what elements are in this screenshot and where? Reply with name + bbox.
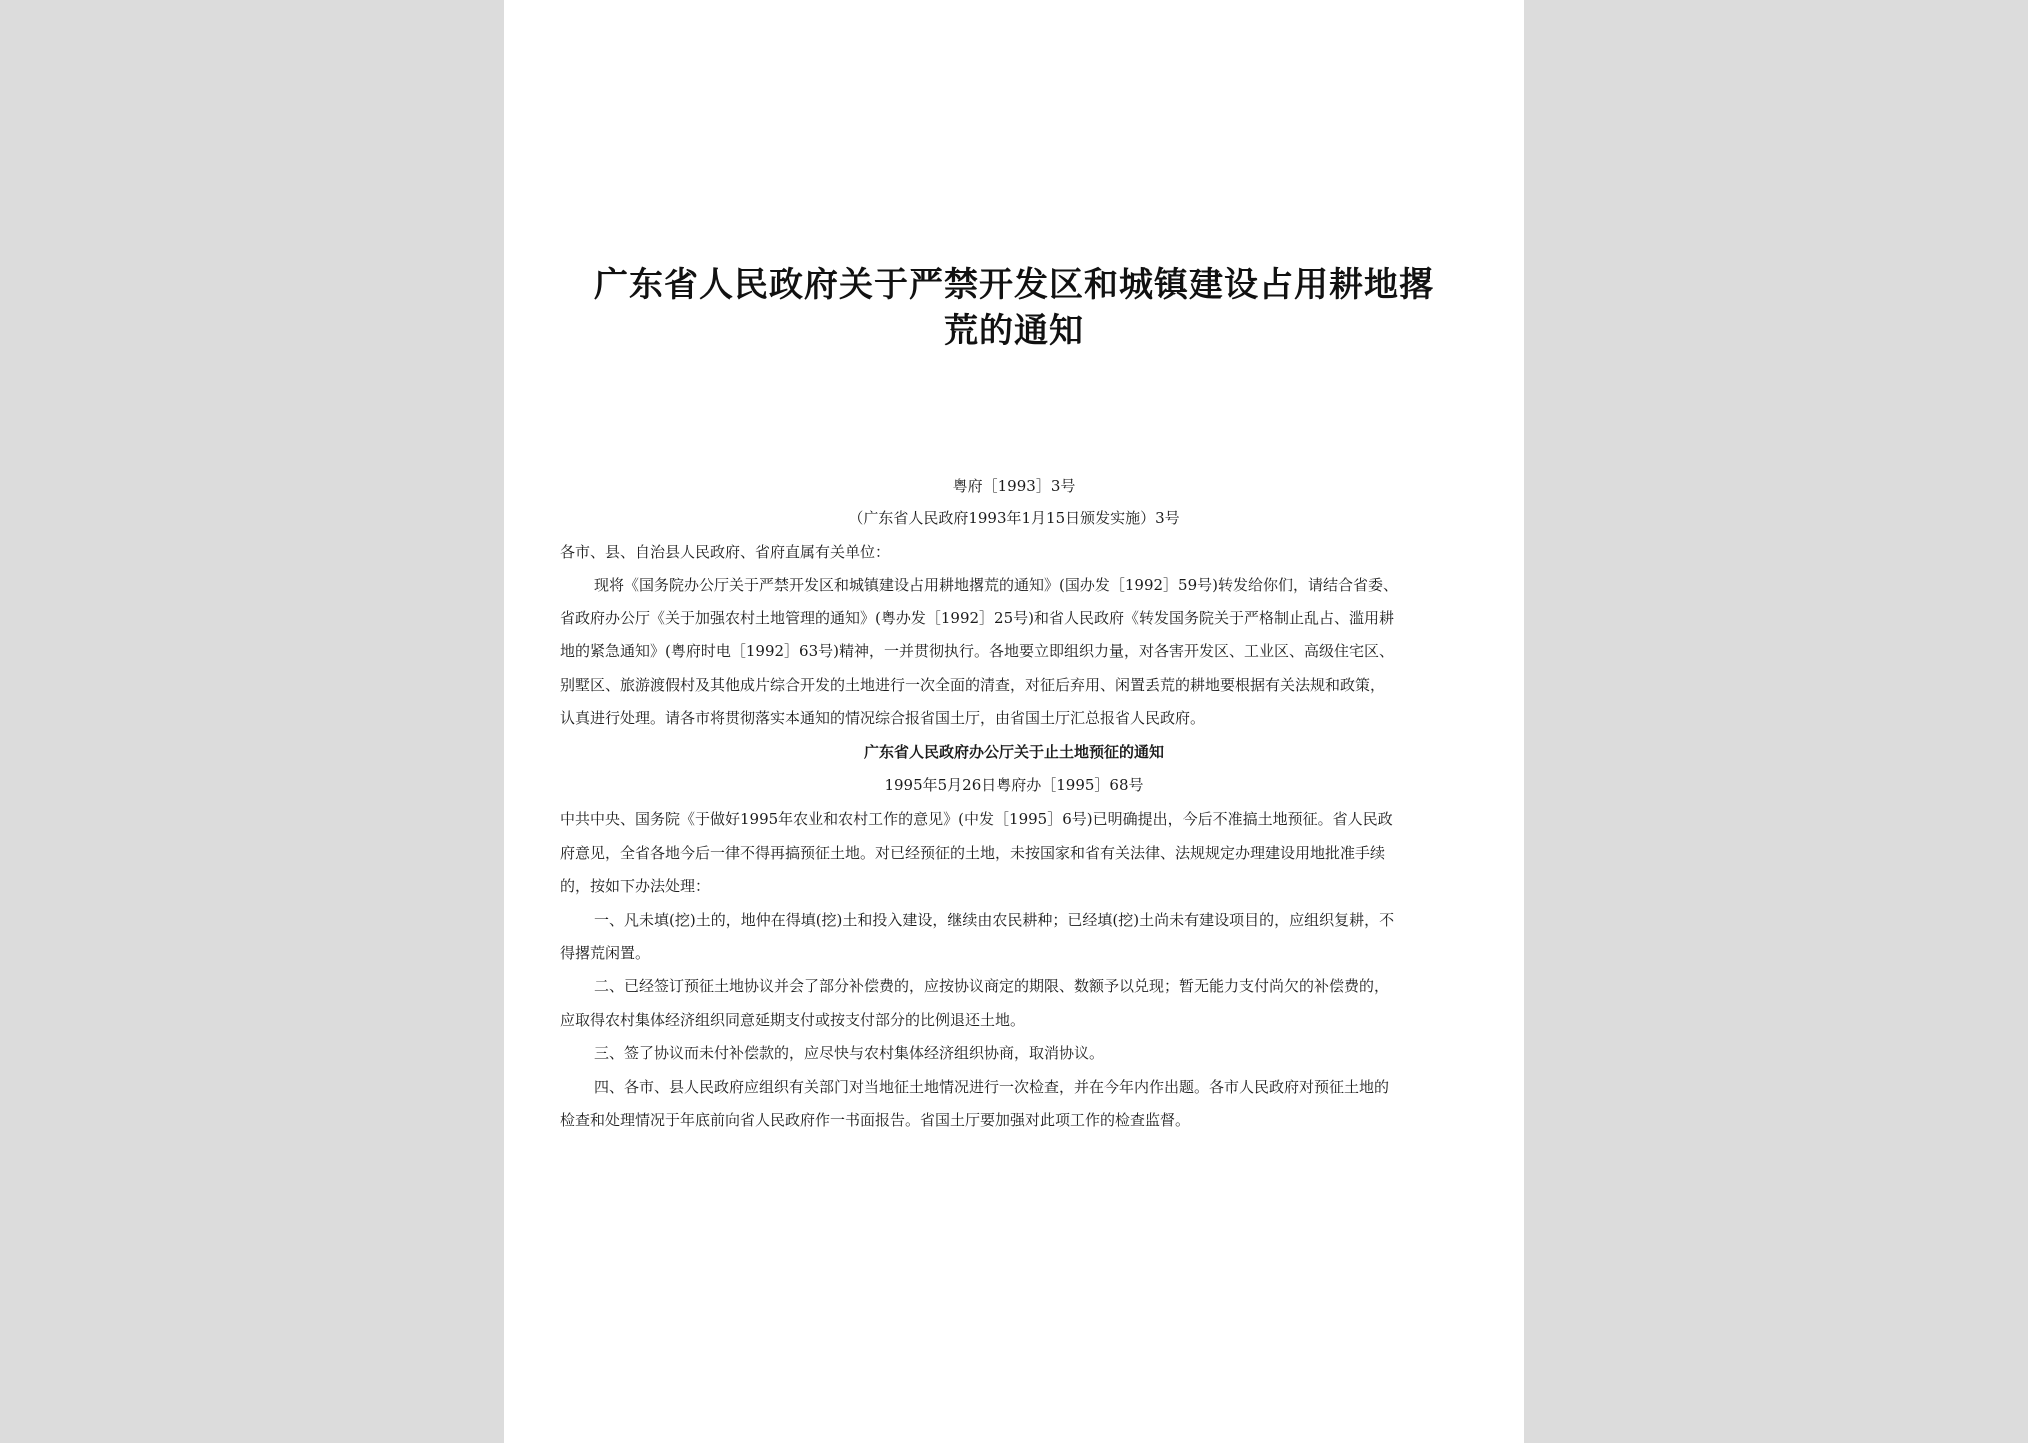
- paragraph1-line-5: 认真进行处理。请各市将贯彻落实本通知的情况综合报省国土厅，由省国土厅汇总报省人民政府。: [560, 709, 1206, 727]
- item4-line-1: 四、各市、县人民政府应组织有关部门对当地征土地情况进行一次检查，并在今年内作出题。各市人民政府对预征土地的: [594, 1078, 1390, 1096]
- addressee: 各市、县、自治县人民政府、省府直属有关单位：: [560, 543, 891, 561]
- item1-line-1: 一、凡未填(挖)土的，地仲在得填(挖)土和投入建设，继续由农民耕种；已经填(挖)土尚未有建设项目的，应组织复耕，不: [594, 911, 1395, 929]
- item1-line-2: 得撂荒闲置。: [560, 944, 651, 962]
- paragraph2-line-3: 的，按如下办法处理：: [560, 877, 711, 895]
- document-title: [554, 262, 1474, 354]
- title-line-2: 荒的通知: [944, 311, 1084, 351]
- item4-line-2: 检查和处理情况于年底前向省人民政府作一书面报告。省国土厅要加强对此项工作的检查监督。: [560, 1111, 1191, 1129]
- paragraph2-line-2: 府意见，全省各地今后一律不得再搞预征土地。对已经预征的土地，未按国家和省有关法律、法规规定办理建设用地批准手续: [560, 844, 1386, 862]
- item2-line-2: 应取得农村集体经济组织同意延期支付或按支付部分的比例退还土地。: [560, 1011, 1026, 1029]
- paragraph2-line-1: 中共中央、国务院《于做好1995年农业和农村工作的意见》(中发［1995］6号)已明确提出，今后不准搞土地预征。省人民政: [560, 810, 1393, 828]
- paragraph1-line-1: 现将《国务院办公厅关于严禁开发区和城镇建设占用耕地撂荒的通知》(国办发［1992］59号)转发给你们，请结合省委、: [594, 576, 1398, 594]
- document-page: [504, 0, 1524, 1443]
- doc-number: 粤府［1993］3号: [952, 477, 1076, 495]
- section-title: 广东省人民政府办公厅关于止土地预征的通知: [863, 743, 1164, 761]
- issue-note: （广东省人民政府1993年1月15日颁发实施）3号: [848, 509, 1180, 527]
- item2-line-1: 二、已经签订预征土地协议并会了部分补偿费的，应按协议商定的期限、数额予以兑现；暂无能力支付尚欠的补偿费的，: [594, 977, 1390, 995]
- paragraph1-line-2: 省政府办公厅《关于加强农村土地管理的通知》(粤办发［1992］25号)和省人民政府《转发国务院关于严格制止乱占、滥用耕: [560, 609, 1394, 627]
- title-line-1: 广东省人民政府关于严禁开发区和城镇建设占用耕地撂: [594, 265, 1434, 305]
- section-date: 1995年5月26日粤府办［1995］68号: [884, 776, 1144, 794]
- paragraph1-line-3: 地的紧急通知》(粤府时电［1992］63号)精神，一并贯彻执行。各地要立即组织力量，对各害开发区、工业区、高级住宅区、: [560, 642, 1394, 660]
- item3-line-1: 三、签了协议而未付补偿款的，应尽快与农村集体经济组织协商，取消协议。: [594, 1044, 1105, 1062]
- paragraph1-line-4: 别墅区、旅游渡假村及其他成片综合开发的土地进行一次全面的清查，对征后弃用、闲置丢荒的耕地要根据有关法规和政策，: [560, 676, 1386, 694]
